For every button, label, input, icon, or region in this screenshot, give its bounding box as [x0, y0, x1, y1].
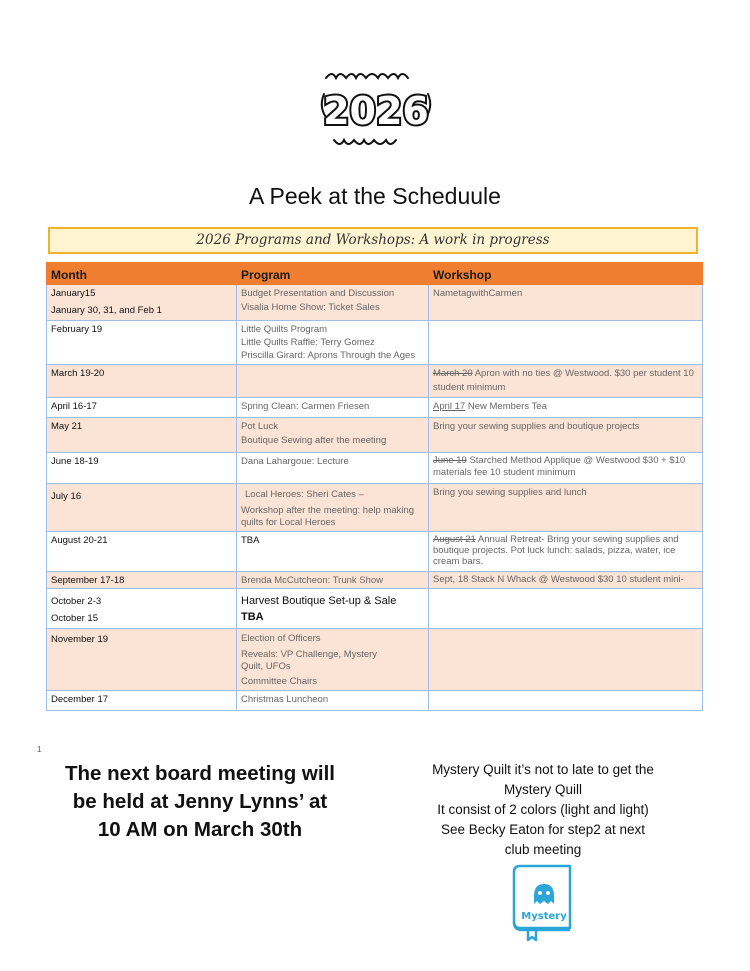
workshop-cell: [429, 418, 703, 453]
program-line: Reveals: VP Challenge, Mystery Quilt, UFOs: [241, 649, 378, 672]
table-row-december: [47, 691, 703, 711]
workshop-line: Sept, 18 Stack N Whack @ Westwood $30 10 student mini-: [433, 574, 684, 585]
workshop-line: Annual Retreat- Bring your sewing supplies and boutique projects. Pot luck lunch: salads, pizza, water, ice cream bars.: [433, 534, 679, 567]
program-line: Boutique Sewing after the meeting: [241, 435, 387, 446]
month-cell: [47, 453, 237, 484]
program-cell: [237, 321, 429, 365]
mystery-quilt-note: [398, 760, 688, 860]
program-line: Workshop after the meeting: help making quilts for Local Heroes: [241, 505, 415, 528]
workshop-cell: [429, 691, 703, 711]
workshop-line: Bring you sewing supplies and lunch: [433, 487, 587, 498]
workshop-cell: [429, 321, 703, 365]
program-cell: [237, 365, 429, 398]
program-line: Christmas Luncheon: [241, 694, 329, 705]
mystery-note-line: Mystery Quilt it’s not to late to get the: [432, 762, 654, 777]
mystery-note-line: Mystery Quill: [503, 782, 582, 797]
program-cell: [237, 589, 429, 629]
month-cell: [47, 484, 237, 532]
program-line: Spring Clean: Carmen Friesen: [241, 401, 370, 412]
month-line: October 15: [51, 613, 98, 624]
program-line: TBA: [241, 611, 264, 623]
workshop-line: New Members Tea: [465, 401, 547, 412]
month-cell: [47, 365, 237, 398]
month-line: April 16-17: [51, 401, 97, 412]
table-row-june: [47, 453, 703, 484]
program-line: TBA: [241, 535, 260, 546]
month-line: June 18-19: [51, 456, 99, 467]
workshop-date-struck: August 21: [433, 534, 476, 545]
book-label: Mystery: [521, 911, 567, 922]
workshop-cell: [429, 453, 703, 484]
logo-text: 2026: [323, 89, 429, 133]
month-cell: [47, 589, 237, 629]
program-line: Pot Luck: [241, 421, 278, 432]
program-line: Committee Chairs: [241, 676, 318, 687]
footnote-marker: 1: [37, 745, 42, 754]
mystery-note-line: See Becky Eaton for step2 at next: [440, 822, 646, 837]
workshop-date-struck: June 19: [433, 455, 467, 466]
month-line: May 21: [51, 421, 83, 432]
month-cell: [47, 629, 237, 691]
program-cell: [237, 629, 429, 691]
schedule-table: [46, 262, 703, 600]
month-cell: [47, 691, 237, 711]
month-cell: [47, 398, 237, 418]
program-line: Little Quilts Program: [241, 324, 328, 335]
workshop-cell: [429, 589, 703, 629]
month-cell: [47, 285, 237, 321]
table-row-november: [47, 629, 703, 691]
program-cell: [237, 532, 429, 572]
column-header-program: Program: [237, 263, 429, 285]
2026-graffiti-logo: [316, 64, 436, 156]
workshop-line: Bring your sewing supplies and boutique projects: [433, 421, 640, 432]
program-cell: [237, 398, 429, 418]
page-title: A Peek at the Scheduule: [249, 183, 501, 209]
month-cell: [47, 321, 237, 365]
workshop-line: Starched Method Applique @ Westwood $30 + $10 materials fee 10 student minimum: [433, 455, 686, 478]
schedule-table-continued: [46, 588, 703, 711]
program-line: Harvest Boutique Set-up & Sale: [241, 595, 397, 607]
program-line: Priscilla Girard: Aprons Through the Ages: [241, 350, 416, 361]
workshop-cell: [429, 484, 703, 532]
table-row-february: [47, 321, 703, 365]
month-line: November 19: [51, 634, 109, 645]
month-cell: [47, 418, 237, 453]
workshop-line: NametagwithCarmen: [433, 288, 523, 299]
table-row-july: [47, 484, 703, 532]
program-cell: [237, 484, 429, 532]
workshop-date-struck: March 20: [433, 368, 473, 379]
program-line: Dana Lahargoue: Lecture: [241, 456, 349, 467]
table-row-august: [47, 532, 703, 572]
table-row-april: [47, 398, 703, 418]
workshop-date-underlined: April 17: [433, 401, 466, 412]
table-row-march: [47, 365, 703, 398]
table-header-row: [47, 263, 703, 285]
month-line: January 30, 31, and Feb 1: [51, 305, 162, 316]
program-line: Brenda McCutcheon: Trunk Show: [241, 575, 384, 586]
workshop-cell: [429, 629, 703, 691]
month-line: September 17-18: [51, 575, 125, 586]
program-line: Little Quilts Raffle: Terry Gomez: [241, 337, 375, 348]
program-cell: [237, 453, 429, 484]
program-line: Election of Officers: [241, 633, 321, 644]
column-header-workshop: Workshop: [429, 263, 703, 285]
workshop-cell: [429, 532, 703, 572]
program-cell: [237, 418, 429, 453]
table-row-may: [47, 418, 703, 453]
month-line: January15: [51, 288, 96, 299]
month-line: July 16: [51, 491, 82, 502]
programs-banner: 2026 Programs and Workshops: A work in progress: [48, 227, 698, 254]
workshop-cell: [429, 285, 703, 321]
mystery-note-line: club meeting: [504, 842, 582, 857]
workshop-cell: [429, 398, 703, 418]
program-cell: [237, 285, 429, 321]
program-line: Budget Presentation and Discussion: [241, 288, 395, 299]
table-row-january: [47, 285, 703, 321]
month-cell: [47, 532, 237, 572]
month-line: October 2-3: [51, 596, 102, 607]
workshop-cell: [429, 365, 703, 398]
workshop-line: Apron with no ties @ Westwood. $30 per student 10 student minimum: [433, 368, 694, 393]
month-line: February 19: [51, 324, 103, 335]
month-line: August 20-21: [51, 535, 108, 546]
mystery-note-line: It consist of 2 colors (light and light): [437, 802, 649, 817]
board-meeting-note: The next board meeting will be held at Jenny Lynns’ at 10 AM on March 30th: [65, 762, 335, 841]
month-line: December 17: [51, 694, 109, 705]
month-line: March 19-20: [51, 368, 105, 379]
program-line: Local Heroes: Sheri Cates –: [245, 489, 364, 500]
mystery-book-icon: [510, 860, 578, 942]
column-header-month: Month: [47, 263, 237, 285]
table-row-october: [47, 589, 703, 629]
program-cell: [237, 691, 429, 711]
program-line: Visalia Home Show: Ticket Sales: [241, 302, 380, 313]
